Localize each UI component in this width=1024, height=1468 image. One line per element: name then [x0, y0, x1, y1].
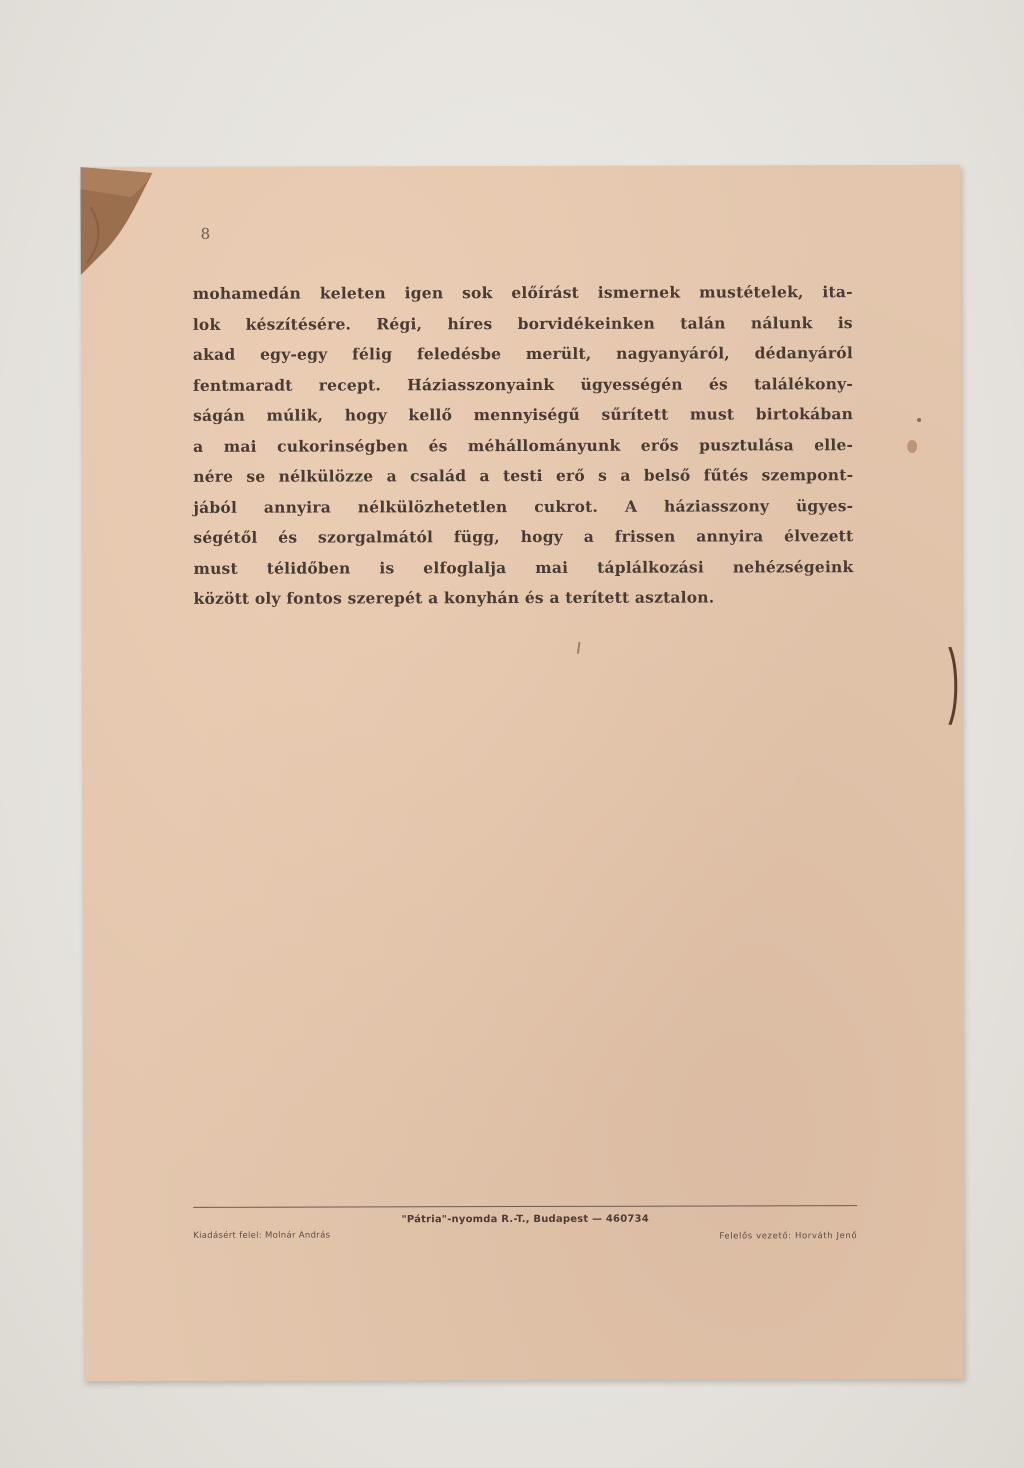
body-line: lok készítésére. Régi, híres borvidékeinken talán nálunk is: [192, 312, 853, 334]
body-line: fentmaradt recept. Háziasszonyaink ügyességén és találékony-: [192, 373, 854, 395]
body-paragraph: [193, 277, 854, 614]
footer-divider: [193, 1205, 857, 1208]
body-line: ségétől és szorgalmától függ, hogy a frissen annyira élvezett: [193, 526, 854, 547]
torn-corner-tab: [80, 167, 160, 277]
margin-stain: [907, 440, 917, 453]
printer-imprint: "Pátria"-nyomda R.-T., Budapest — 460734: [401, 1213, 649, 1226]
body-line: must télidőben is elfoglalja mai táplálkozási nehézségeink: [193, 556, 854, 578]
body-line: a mai cukorinségben és méhállományunk erős pusztulása elle-: [193, 434, 854, 456]
body-line: akad egy-egy félig feledésbe merült, nagyanyáról, dédanyáról: [192, 343, 853, 364]
stray-ink-mark: [577, 642, 581, 654]
body-line: mohamedán keleten igen sok előírást ismernek mustételek, ita-: [192, 282, 853, 303]
document-page: [80, 165, 963, 1381]
body-line: jából annyira nélkülözhetetlen cukrot. A háziasszony ügyes-: [193, 495, 854, 517]
binding-edge-mark: [948, 647, 960, 725]
publisher-credit: Kiadásért felel: Molnár András: [193, 1230, 331, 1241]
editor-credit: Felelős vezető: Horváth Jenő: [719, 1231, 858, 1242]
page-number: 8: [200, 224, 211, 243]
margin-speck: [917, 418, 921, 422]
body-line: nére se nélkülözze a család a testi erő s a belső fűtés szempont-: [193, 465, 854, 486]
body-line: ságán múlik, hogy kellő mennyiségű sűrített must birtokában: [193, 404, 854, 425]
body-line: között oly fontos szerepét a konyhán és a terített asztalon.: [193, 587, 715, 608]
